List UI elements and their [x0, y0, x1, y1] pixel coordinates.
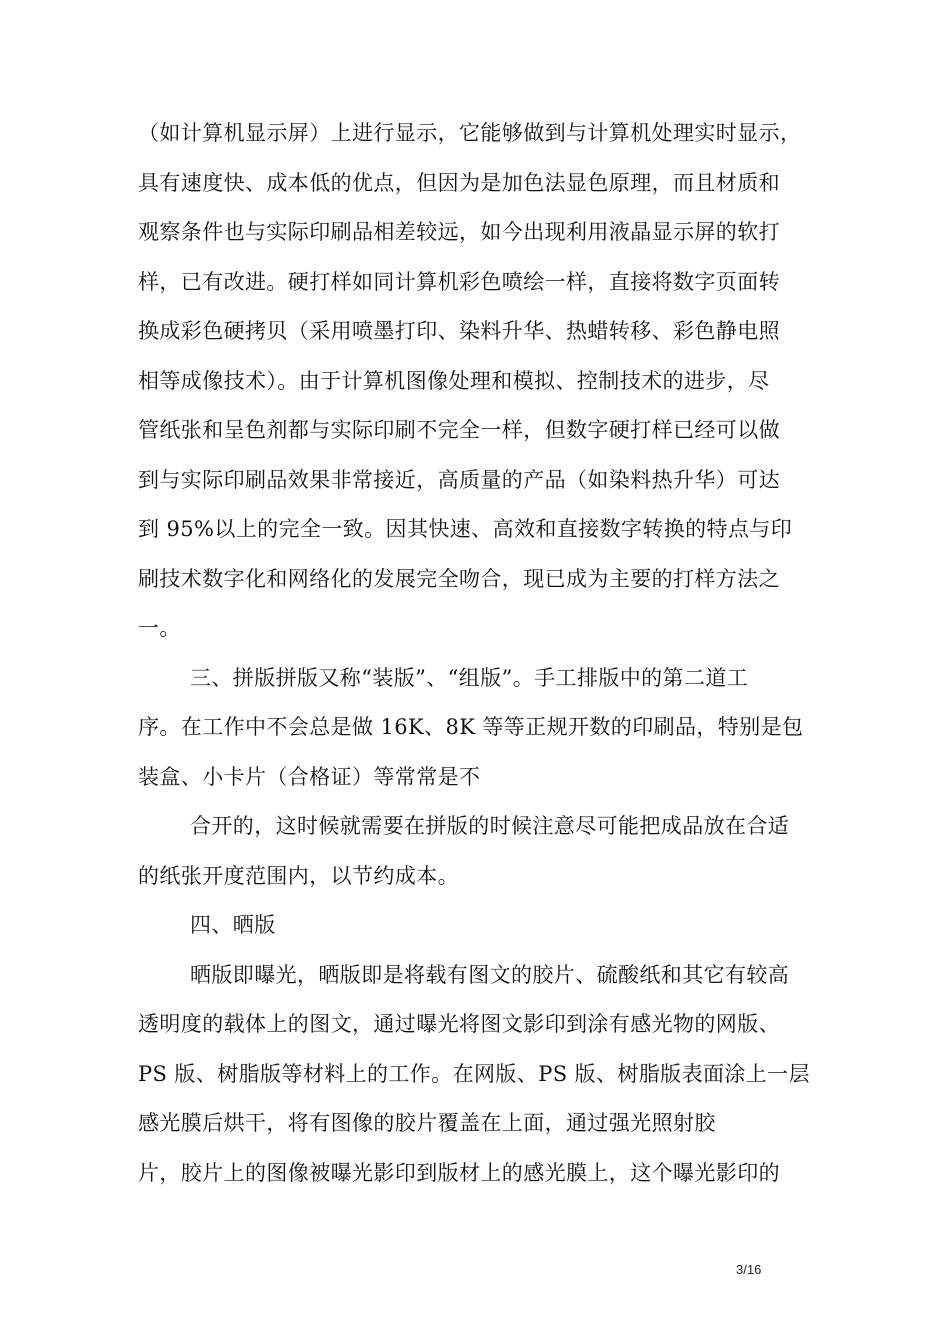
- text-line: 到与实际印刷品效果非常接近，高质量的产品（如染料热升华）可达: [138, 468, 780, 492]
- text-line: 观察条件也与实际印刷品相差较远，如今出现利用液晶显示屏的软打: [138, 220, 780, 244]
- text-line: PS 版、树脂版等材料上的工作。在网版、PS 版、树脂版表面涂上一层: [138, 1062, 810, 1086]
- page-number: 3/16: [736, 1262, 762, 1277]
- text-line: 合开的，这时候就需要在拼版的时候注意尽可能把成品放在合适: [190, 814, 790, 838]
- text-line: 管纸张和呈色剂都与实际印刷不完全一样，但数字硬打样已经可以做: [138, 418, 780, 442]
- text-line: 装盒、小卡片（合格证）等常常是不: [138, 765, 481, 789]
- text-line: 透明度的载体上的图文，通过曝光将图文影印到涂有感光物的网版、: [138, 1012, 780, 1036]
- text-line: 感光膜后烘干，将有图像的胶片覆盖在上面，通过强光照射胶: [138, 1111, 716, 1135]
- section-heading-line: 三、拼版拼版又称“装版”、“组版”。手工排版中的第二道工: [190, 666, 749, 690]
- text-line: 序。在工作中不会总是做 16K、8K 等等正规开数的印刷品，特别是包: [138, 715, 804, 739]
- text-line: 到 95%以上的完全一致。因其快速、高效和直接数字转换的特点与印: [138, 517, 793, 541]
- text-line: 一。: [138, 616, 181, 640]
- text-line: 的纸张开度范围内，以节约成本。: [138, 864, 459, 888]
- text-line: 片，胶片上的图像被曝光影印到版材上的感光膜上，这个曝光影印的: [138, 1161, 780, 1185]
- text-line: 晒版即曝光，晒版即是将载有图文的胶片、硫酸纸和其它有较高: [190, 963, 790, 987]
- text-line: 样，已有改进。硬打样如同计算机彩色喷绘一样，直接将数字页面转: [138, 270, 780, 294]
- text-line: （如计算机显示屏）上进行显示，它能够做到与计算机处理实时显示，: [138, 121, 802, 145]
- section-heading: 四、晒版: [190, 913, 276, 937]
- text-line: 刷技术数字化和网络化的发展完全吻合，现已成为主要的打样方法之: [138, 567, 780, 591]
- text-line: 相等成像技术）。由于计算机图像处理和模拟、控制技术的进步，尽: [138, 369, 770, 393]
- text-line: 具有速度快、成本低的优点，但因为是加色法显色原理，而且材质和: [138, 171, 780, 195]
- text-line: 换成彩色硬拷贝（采用喷墨打印、染料升华、热蜡转移、彩色静电照: [138, 319, 780, 343]
